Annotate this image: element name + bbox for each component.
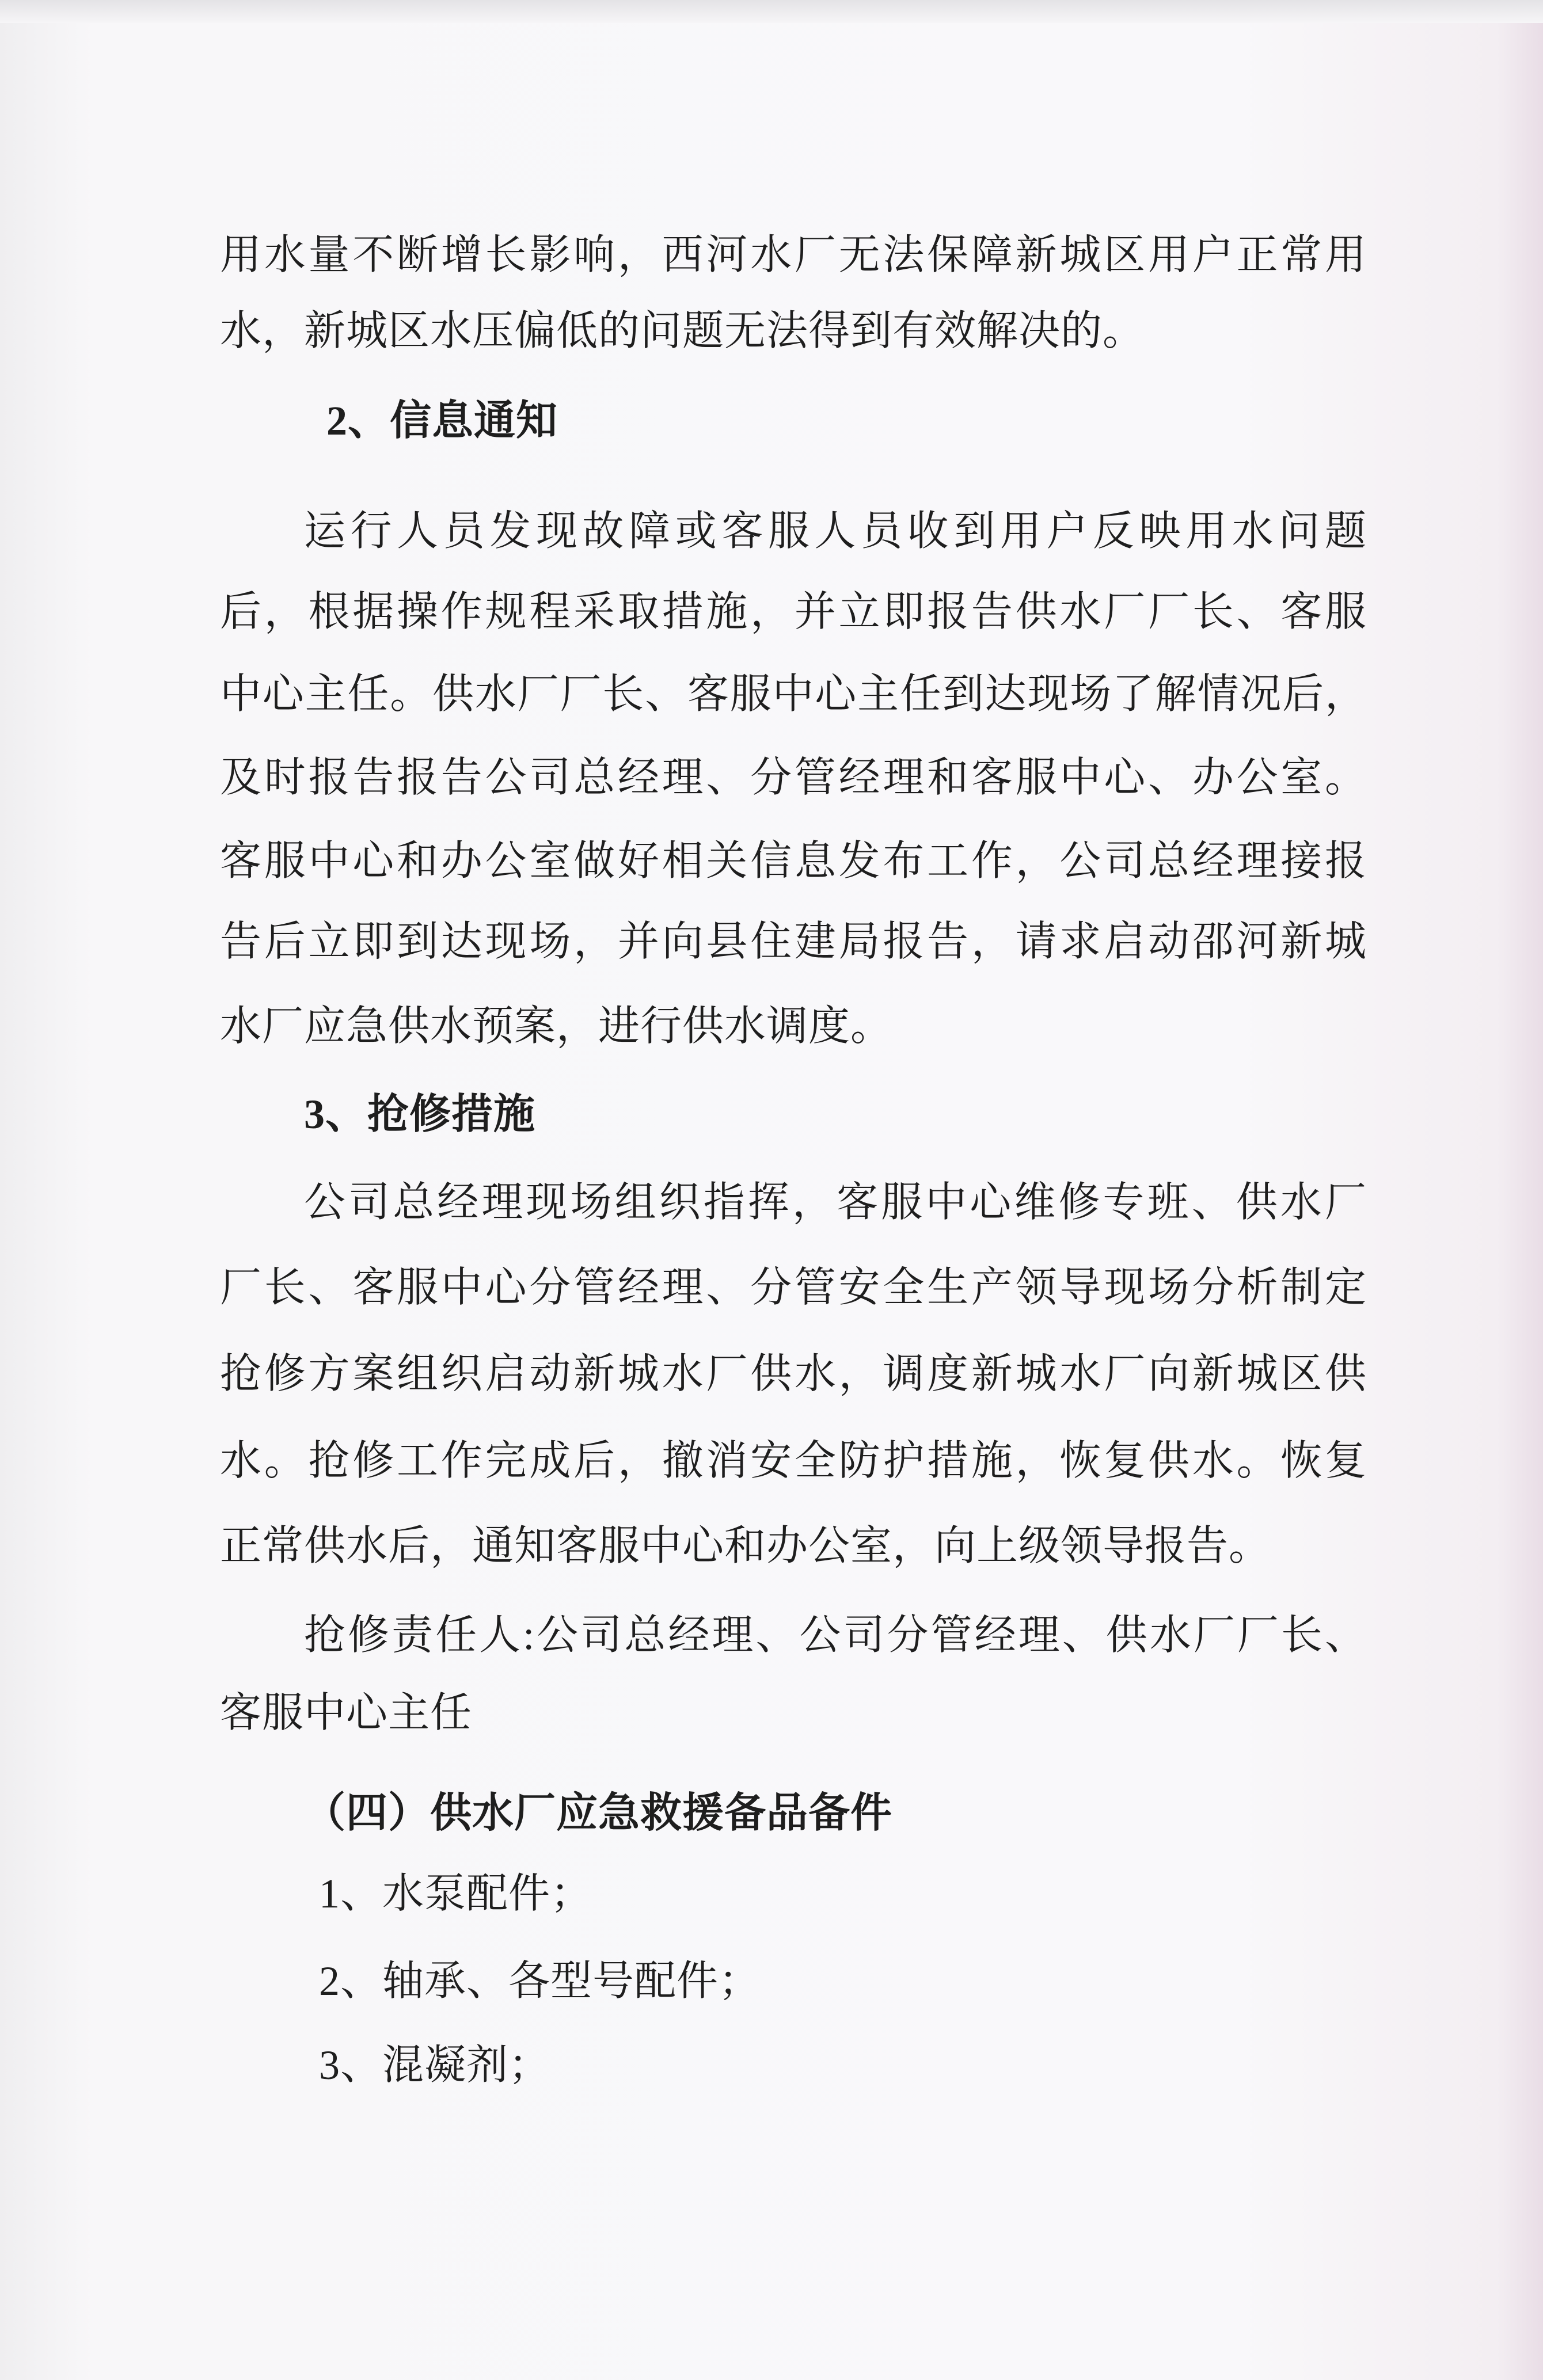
paragraph-line: 告后立即到达现场，并向县住建局报告，请求启动邵河新城 bbox=[220, 919, 1367, 965]
paragraph-line: 抢修责任人:公司总经理、公司分管经理、供水厂厂长、 bbox=[304, 1612, 1367, 1658]
list-item: 3、混凝剂； bbox=[319, 2042, 551, 2088]
paragraph-line: 客服中心和办公室做好相关信息发布工作，公司总经理接报 bbox=[220, 838, 1367, 884]
page-top-edge bbox=[0, 0, 1543, 23]
list-item: 1、水泵配件； bbox=[319, 1871, 593, 1917]
paragraph-line: 客服中心主任 bbox=[220, 1690, 473, 1736]
paragraph-line: 中心主任。供水厂厂长、客服中心主任到达现场了解情况后， bbox=[220, 671, 1367, 717]
paragraph-line: 用水量不断增长影响，西河水厂无法保障新城区用户正常用 bbox=[220, 232, 1367, 278]
paragraph-line: 公司总经理现场组织指挥，客服中心维修专班、供水厂 bbox=[304, 1179, 1367, 1225]
list-item: 2、轴承、各型号配件； bbox=[319, 1958, 761, 2004]
paragraph-line: 及时报告报告公司总经理、分管经理和客服中心、办公室。 bbox=[220, 755, 1367, 801]
paragraph-line: 水。抢修工作完成后，撤消安全防护措施，恢复供水。恢复 bbox=[220, 1438, 1367, 1484]
paragraph-line: 抢修方案组织启动新城水厂供水，调度新城水厂向新城区供 bbox=[220, 1351, 1367, 1397]
section-heading-spare-parts: （四）供水厂应急救援备品备件 bbox=[304, 1790, 893, 1836]
paragraph-line: 正常供水后，通知客服中心和办公室，向上级领导报告。 bbox=[220, 1523, 1271, 1569]
paragraph-line: 厂长、客服中心分管经理、分管安全生产领导现场分析制定 bbox=[220, 1265, 1367, 1311]
paragraph-line: 运行人员发现故障或客服人员收到用户反映用水问题 bbox=[304, 508, 1367, 554]
paragraph-line: 水，新城区水压偏低的问题无法得到有效解决的。 bbox=[220, 308, 1145, 354]
paragraph-line: 后，根据操作规程采取措施，并立即报告供水厂厂长、客服 bbox=[220, 589, 1367, 635]
section-heading-repair-measures: 3、抢修措施 bbox=[304, 1091, 536, 1137]
paragraph-line: 水厂应急供水预案，进行供水调度。 bbox=[220, 1003, 893, 1049]
section-heading-info-notice: 2、信息通知 bbox=[326, 398, 558, 444]
